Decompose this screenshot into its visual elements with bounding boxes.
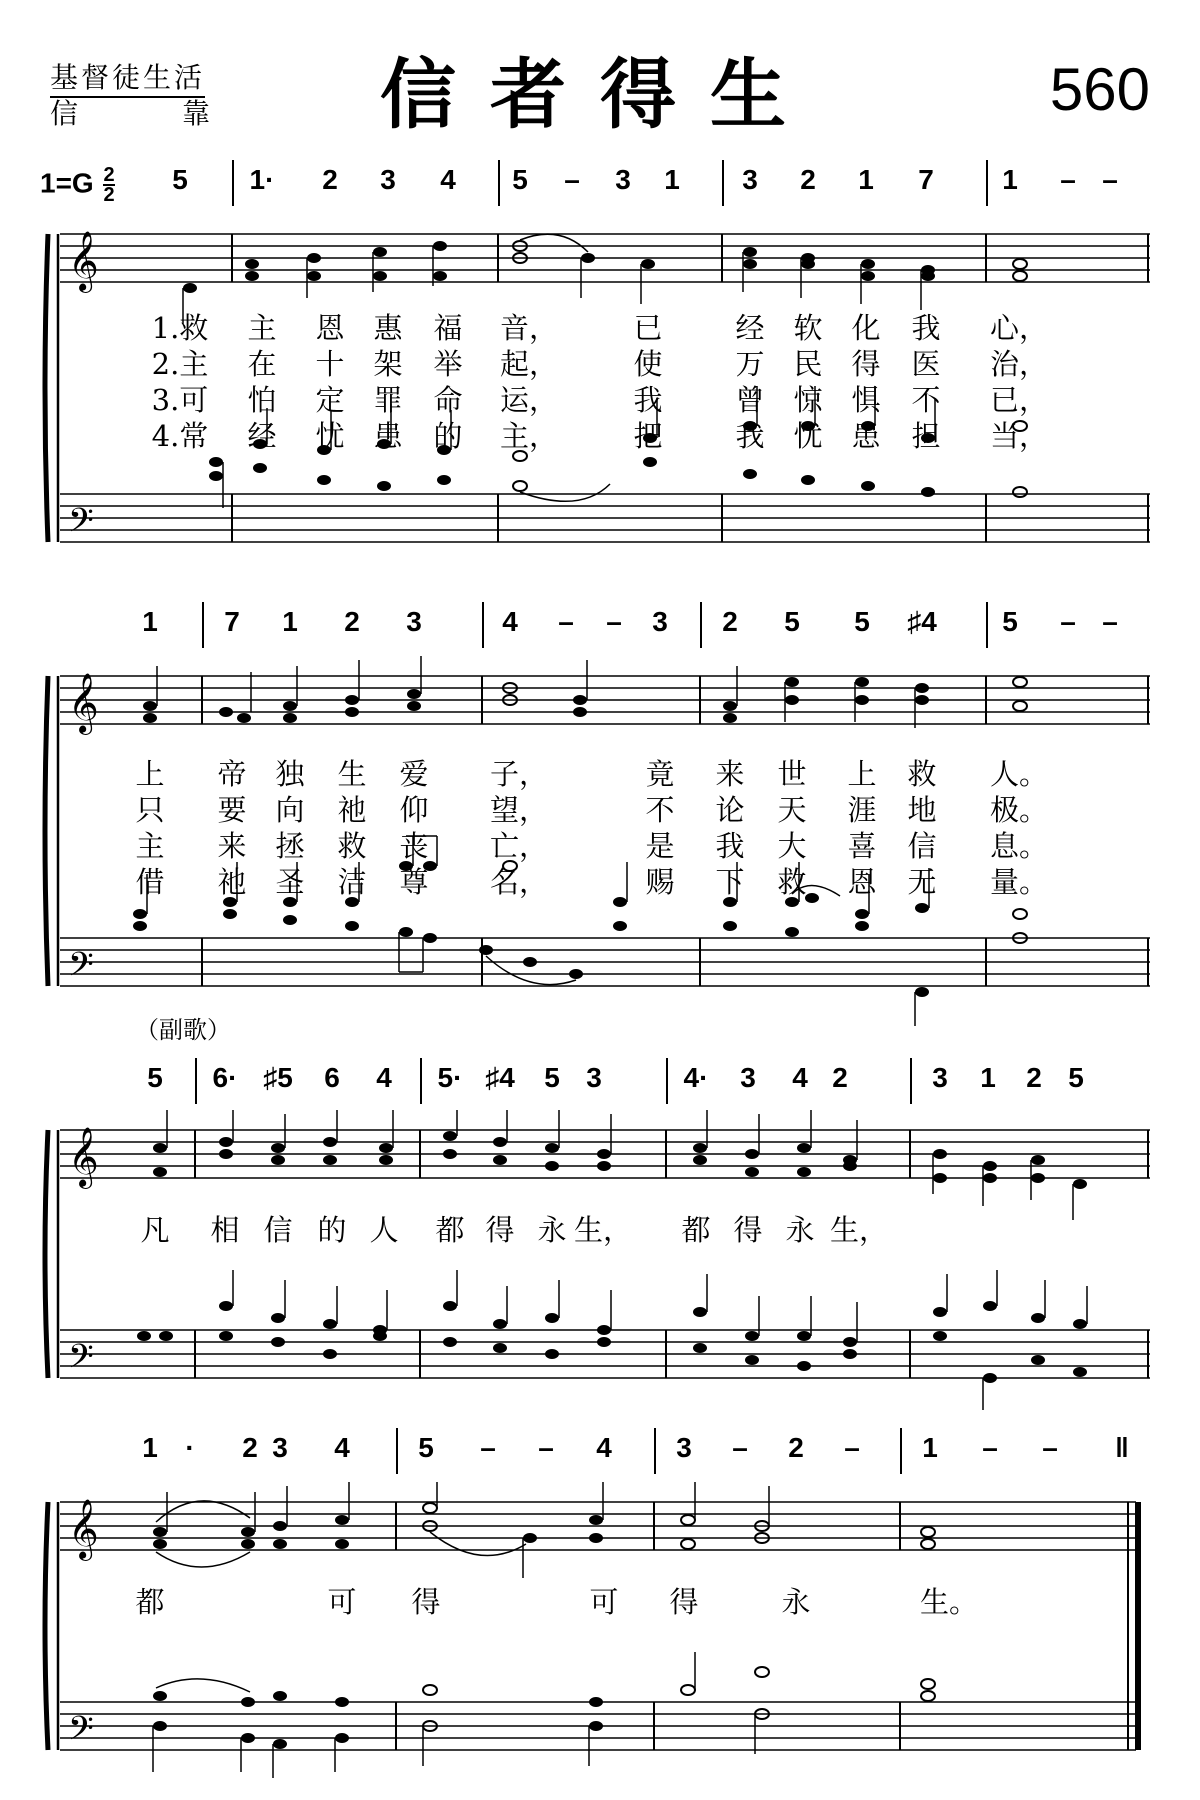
jianpu-token: – [1060,164,1076,195]
lyric-syllable: 恩 [847,865,877,899]
jianpu-token: 3 [272,1432,288,1463]
svg-text:𝄢: 𝄢 [68,1338,94,1384]
time-bottom: 2 [103,184,115,206]
lyric-syllable: 惠 [373,311,403,345]
jianpu-token: 4 [376,1062,392,1093]
lyric-syllable: 只 [135,793,165,827]
lyric-syllable: 不 [911,383,941,417]
jianpu-token: 5 [418,1432,434,1463]
lyric-syllable: 我 [911,311,941,345]
jianpu-token: – [480,1432,496,1463]
lyric-syllable: 名， [490,865,549,899]
jianpu-token: 7 [224,606,240,637]
jianpu-token: 3 [586,1062,602,1093]
svg-text:𝄞: 𝄞 [68,673,99,733]
lyric-syllable: 主， [500,419,559,453]
lyric-syllable: 生， [574,1213,633,1247]
lyric-syllable: 涯 [847,793,877,827]
jianpu-token: 4 [334,1432,350,1463]
jianpu-token: 5 [784,606,800,637]
grand-staff-3 [40,1110,1150,1410]
jianpu-token: 3 [652,606,668,637]
jianpu-token: 5 [854,606,870,637]
jianpu-token: 6 [324,1062,340,1093]
lyric-syllable: 救 [337,829,367,863]
hymn-title: 信者得生 [380,50,820,139]
lyric-syllable: 人。 [990,757,1049,791]
lyric-syllable: 恩 [315,311,345,345]
lyric-line-s3-v1 [0,1212,1200,1248]
jianpu-token: 3 [676,1432,692,1463]
lyric-syllable: 忧 [315,419,345,453]
lyric-syllable: 人 [369,1213,399,1247]
jianpu-token: ‖ [1115,1432,1129,1463]
lyric-syllable: 罪 [373,383,403,417]
lyric-syllable: 得 [851,347,881,381]
lyric-syllable: 心， [990,311,1049,345]
lyric-syllable: 得 [733,1213,763,1247]
lyric-syllable: 得 [669,1585,699,1619]
jianpu-token: 7 [918,164,934,195]
lyric-syllable: 丧 [399,829,429,863]
lyric-syllable: 曾 [735,383,765,417]
lyric-syllable: 已， [990,383,1049,417]
jianpu-token: 1 [1002,164,1018,195]
lyric-syllable: 赐 [645,865,675,899]
lyric-syllable: 极。 [990,793,1049,827]
lyric-line-s2-v3 [0,828,1200,864]
lyric-syllable: 都 [681,1213,711,1247]
lyric-syllable: 是 [645,829,675,863]
lyric-syllable: 生。 [920,1585,979,1619]
jianpu-token: 5 [1002,606,1018,637]
jianpu-token: – [1102,606,1118,637]
lyric-syllable: 软 [793,311,823,345]
lyric-syllable: 要 [217,793,247,827]
lyric-syllable: 子， [490,757,549,791]
lyric-syllable: 我 [715,829,745,863]
jianpu-token: 5 [1068,1062,1084,1093]
lyric-syllable: 经 [247,419,277,453]
jianpu-token: 3 [742,164,758,195]
lyric-syllable: 望， [490,793,549,827]
jianpu-row-1 [0,160,1200,204]
lyric-syllable: 可 [327,1585,357,1619]
lyric-syllable: 永 [781,1585,811,1619]
jianpu-token: – [564,164,580,195]
lyric-syllable: 救 [907,757,937,791]
svg-text:𝄢: 𝄢 [68,946,94,992]
lyric-line-s4-v1 [0,1584,1200,1620]
lyric-syllable: 尊 [399,865,429,899]
jianpu-token: 3 [380,164,396,195]
jianpu-token: ♯4 [907,606,937,637]
jianpu-token: 1 [282,606,298,637]
lyric-syllable: 拯 [275,829,305,863]
svg-text:𝄞: 𝄞 [68,1499,99,1559]
jianpu-token: – [982,1432,998,1463]
lyric-syllable: 1.救 [151,311,209,345]
lyric-syllable: 大 [777,829,807,863]
lyric-syllable: 都 [435,1213,465,1247]
lyric-syllable: 当， [990,419,1049,453]
lyric-syllable: 怕 [247,383,277,417]
lyric-syllable: 化 [851,311,881,345]
jianpu-token: 3 [406,606,422,637]
lyric-syllable: 亡， [490,829,549,863]
svg-text:𝄢: 𝄢 [68,502,94,548]
lyric-syllable: 来 [217,829,247,863]
lyric-syllable: 可 [589,1585,619,1619]
lyric-syllable: 独 [275,757,305,791]
lyric-syllable: 仰 [399,793,429,827]
jianpu-token: – [1102,164,1118,195]
jianpu-token: 5 [544,1062,560,1093]
jianpu-token: 4· [683,1062,709,1093]
jianpu-token: – [558,606,574,637]
lyric-syllable: 定 [315,383,345,417]
lyric-syllable: 相 [210,1213,240,1247]
lyric-syllable: 圣 [275,865,305,899]
lyric-syllable: 都 [135,1585,165,1619]
lyric-syllable: 举 [433,347,463,381]
lyric-syllable: 祂 [217,865,247,899]
lyric-syllable: 患 [851,419,881,453]
jianpu-token: 2 [800,164,816,195]
lyric-syllable: 天 [777,793,807,827]
lyric-syllable: 地 [907,793,937,827]
lyric-syllable: 患 [373,419,403,453]
jianpu-token: 1 [922,1432,938,1463]
lyric-syllable: 使 [633,347,663,381]
jianpu-token: 1 [142,1432,158,1463]
subcategory-right: 靠 [181,97,210,130]
lyric-syllable: 惊 [793,383,823,417]
jianpu-token: 1 [142,606,158,637]
lyric-syllable: 喜 [847,829,877,863]
lyric-syllable: 十 [315,347,345,381]
jianpu-token: 2 [1026,1062,1042,1093]
lyric-syllable: 把 [633,419,663,453]
key-signature: 1=G [40,167,94,199]
lyric-syllable: 架 [373,347,403,381]
lyric-syllable: 永 [785,1213,815,1247]
lyric-syllable: 生 [337,757,367,791]
jianpu-token: 1 [664,164,680,195]
lyric-syllable: 来 [715,757,745,791]
svg-text:𝄞: 𝄞 [68,231,99,291]
lyric-syllable: 生， [830,1213,889,1247]
jianpu-token: 3 [615,164,631,195]
grand-staff-4 [40,1482,1150,1782]
time-top: 2 [103,164,115,186]
jianpu-token: 4 [440,164,456,195]
svg-text:𝄢: 𝄢 [68,1710,94,1756]
lyric-syllable: 忧 [793,419,823,453]
lyric-syllable: 下 [715,865,745,899]
lyric-syllable: 的 [317,1213,347,1247]
lyric-syllable: 得 [411,1585,441,1619]
jianpu-token: 4 [792,1062,808,1093]
lyric-syllable: 已 [633,311,663,345]
lyric-syllable: 惧 [851,383,881,417]
jianpu-token: 5· [437,1062,463,1093]
lyric-syllable: 主 [135,829,165,863]
lyric-syllable: 2.主 [151,347,209,381]
lyric-syllable: 帝 [217,757,247,791]
jianpu-row-2 [0,602,1200,646]
hymn-subcategory [50,98,210,130]
lyric-syllable: 息。 [990,829,1049,863]
jianpu-row-3 [0,1058,1200,1102]
lyric-syllable: 音， [500,311,559,345]
lyric-syllable: 救 [777,865,807,899]
lyric-syllable: 上 [135,757,165,791]
subcategory-left: 信 [50,97,79,130]
jianpu-token: 1 [858,164,874,195]
jianpu-token: · [185,1432,195,1463]
jianpu-token: 4 [502,606,518,637]
jianpu-token: 2 [832,1062,848,1093]
lyric-line-s2-v1 [0,756,1200,792]
lyric-syllable: 上 [847,757,877,791]
hymn-category: 基督徒生活 [50,62,205,98]
jianpu-token: – [1060,606,1076,637]
hymn-number: 560 [1049,56,1150,123]
lyric-syllable: 我 [633,383,663,417]
jianpu-token: – [1042,1432,1058,1463]
lyric-syllable: 向 [275,793,305,827]
lyric-syllable: 永 [537,1213,567,1247]
jianpu-token: 2 [322,164,338,195]
lyric-syllable: 不 [645,793,675,827]
lyric-syllable: 4.常 [151,419,209,453]
jianpu-token: 5 [512,164,528,195]
jianpu-token: 3 [932,1062,948,1093]
lyric-syllable: 担 [911,419,941,453]
lyric-syllable: 治， [990,347,1049,381]
jianpu-token: 1· [249,164,275,195]
lyric-syllable: 命 [433,383,463,417]
lyric-syllable: 运， [500,383,559,417]
jianpu-token: – [732,1432,748,1463]
jianpu-token: 1 [980,1062,996,1093]
jianpu-token: ♯4 [485,1062,515,1093]
jianpu-token: 3 [740,1062,756,1093]
jianpu-token: – [606,606,622,637]
lyric-syllable: 爱 [399,757,429,791]
lyric-syllable: 我 [735,419,765,453]
lyric-syllable: 民 [793,347,823,381]
jianpu-token: 6· [212,1062,238,1093]
jianpu-token: 2 [788,1432,804,1463]
lyric-syllable: 得 [485,1213,515,1247]
lyric-syllable: 在 [247,347,277,381]
svg-text:𝄞: 𝄞 [68,1127,99,1187]
jianpu-token: 2 [344,606,360,637]
lyric-syllable: 凡 [140,1213,170,1247]
lyric-syllable: 3.可 [151,383,209,417]
lyric-syllable: 无 [907,865,937,899]
jianpu-token: 2 [722,606,738,637]
lyric-line-s1-v1 [0,310,1200,346]
jianpu-token: 5 [172,164,188,195]
lyric-syllable: 福 [433,311,463,345]
lyric-line-s1-v2 [0,346,1200,382]
lyric-syllable: 洁 [337,865,367,899]
lyric-line-s1-v4 [0,418,1200,454]
lyric-line-s1-v3 [0,382,1200,418]
jianpu-token: – [538,1432,554,1463]
jianpu-token: 4 [596,1432,612,1463]
lyric-syllable: 信 [907,829,937,863]
lyric-line-s2-v2 [0,792,1200,828]
jianpu-token: 5 [147,1062,163,1093]
lyric-syllable: 竟 [645,757,675,791]
jianpu-token: 2 [242,1432,258,1463]
lyric-syllable: 借 [135,865,165,899]
jianpu-row-4 [0,1428,1200,1472]
lyric-syllable: 论 [715,793,745,827]
lyric-syllable: 经 [735,311,765,345]
lyric-syllable: 祂 [337,793,367,827]
lyric-syllable: 世 [777,757,807,791]
lyric-syllable: 信 [263,1213,293,1247]
jianpu-token: ♯5 [263,1062,293,1093]
lyric-line-s2-v4 [0,864,1200,900]
lyric-syllable: 量。 [990,865,1049,899]
lyric-syllable: 的 [433,419,463,453]
lyric-syllable: 医 [911,347,941,381]
lyric-syllable: 万 [735,347,765,381]
lyric-syllable: 主 [247,311,277,345]
lyric-syllable: 起， [500,347,559,381]
chorus-label: （副歌） [135,1016,231,1044]
jianpu-token: – [844,1432,860,1463]
